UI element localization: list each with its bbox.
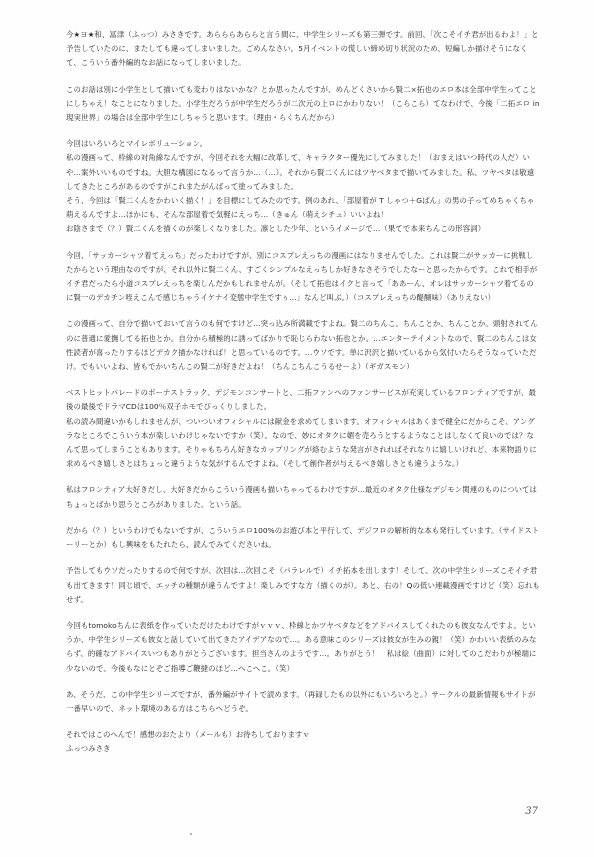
afterword-text-block <box>66 28 540 757</box>
paragraph-thanks: 今回もtomokoちんに表紙を作っていただけたわけですがｖｖｖ、枠線とかツヤベタなどをアドバイスしてくれたのも彼女なんですよ。というか、中学生シリーズも彼女と話していて出てきたアイデアなので…。ある意味このシリーズは彼女が生みの親！（笑）かわいい表紙のみならず、的確なアドバイスいつもありがとうございます。担当さんのようです…。ありがとう！ 私は絵（曲面）に対してのこだわりが極端に少ないので、今後もなにとぞご指導ご鞭撻のほど…へこへこ。（笑） <box>66 620 537 673</box>
paragraph-frontier-fanservice: ベストヒットパレードのボーナストラック、デジモンコンサートと、二拓ファンへのファンサービスが充実しているフロンティアですが、最後の最後でドラマCDは100％双子ホモでびっくりしました。 私の読み間違いかもしれませんが、ついついオフィシャルには献金を求めてしまいます。オフィシャルはあくまで健全にだからこそ、アングラなところでこういう本が楽しいわけじゃないですか（笑）。なので、妙にオタクに媚を売ろうとするようなことはしなくて良いのでは？なんて思ってしまうこともあります。そりゃもちろん好きなカップリングが絡むような発言がされればそれなりに嬉しいけれど、本来物語りに求めるべき嬉しさとはちょっと違うような気がするんですよね。（そして創作者が与えるべき嬉しさとも違うような。） <box>66 388 537 469</box>
paragraph-frontier-love: 私はフロンティア大好きだし、大好きだからこういう漫画も描いちゃってるわけですが…最近のオタク仕様なデジモン関連のものについてはちょっとばかり思うところがありました。という話。 <box>66 485 538 509</box>
paragraph-intro: 今★ヨ★和、冨津（ふっつ）みさきです。あらららあららと言う間に、中学生シリーズも第三弾です。前回、「次こそイチ君が出るわよ！」と予告していたのに、またしても違ってしまいました。ごめんなさい。5月イベントの慌しい締め切り状況のため、短編しか描けそうになくて、こういう番外編的なお話になってしまいました。 <box>66 30 539 68</box>
closing-line: それではこのへんで！感想のおたより（メールも）お待ちしておりますｖ <box>66 730 310 740</box>
paragraph-revolution: 今回はいろいろとマイレボリューション。 私の漫画って、枠線の対角線なんですが、今回それを大幅に改革して、キャラクター優先にしてみました！（おまえはいつ時代の人だ）いや…案外いいものですね。大胆な構図になるって言うか…（…）。それから賢二くんにはツヤベタまで描いてみました。私、ツヤベタは敬遠してきたところがあるのですがこれまたがんばって塗ってみました。 そう、今回は「賢二くんをかわいく描く！」を目標にしてみたのです。例のあれ、「部屋着が T しゃつ＋Gぱん」の男の子ってめちゃくちゃ萌えるんですよ…ほかにも、そんな部屋着で気軽にえっち…（きゅん（萌えシチュ）いいよね！ お陰さまで（？）賢二くんを描くのが楽しくなりました。凛とした少年、というイメージで…（果てで本来ちんこの形容詞） <box>66 139 535 234</box>
author-signature: ふっつみさき <box>66 744 111 754</box>
paragraph-next-preview: 予告してもウソだったりするので何ですが、次回は…次回こそ（パラレルで）イチ拓本を出します！そして、次の中学生シリーズこそイチ君も出てきます！同じ頃で、エッチの種類が違うんですよ！楽しみですな方（描くのが）。あと、右の！Qの低い連載漫画ですけど（笑）忘れもせず。 <box>66 566 540 604</box>
paragraph-tsukkomi: この漫画って、自分で描いておいて言うのも何ですけど…突っ込み所満載ですよね。賢二のちんこ。ちんことか、ちんことか。頭射されてんのに普通に愛撫してる拓也とか。自分から積極的に誘ってばかりで恥じらわない拓也とか。…エンターテイメントなので、賢二のちんこは女性読者が喜ったりするほどデカク描かなければ！と思っているのです。…ウソです。単に沢沢と描いているから気付いたらそうなっていただけ。でもいいよね、皆もでかいちんこの賢二が好きだよね！（ちんこちんこうるせーよ）（ギガスモン） <box>66 319 538 372</box>
scan-speck <box>190 833 192 835</box>
paragraph-setting: このお話は別に小学生として描いても変わりはないかな？とか思ったんですが、めんどくさいから賢二×拓也のエロ本は全部中学生ってことにしちゃえ！なことになりました。小学生だろうが中学生だろうが二次元の上ロにかわりない！（こらこら）てなわけで、今後「二拓エロ in 現実世界」の場合は全部中学生にしちゃうと思います。（理由・らくちんだから） <box>66 84 540 123</box>
paragraph-website: あ、そうだ、この中学生シリーズですが、番外編がサイトで読めます。（再録したもの以外にもいろいろと。）サークルの最新情報もサイトが一番早いので、ネット環境のある方はこちらへどうぞ。 <box>66 689 536 713</box>
page-number: 37 <box>525 806 538 817</box>
paragraph-other-books: だから（？）というわけでもないですが、こういうエロ100%のお遊び本と平行して、デジフロの解析的な本も発行しています。（サイドストーリーとか）もし興味をもたれたら、読んでみてくださいね。 <box>66 525 540 550</box>
paragraph-soccer-shirt: 今回、「サッカーシャツ着てえっち」だったわけですが、別にコスプレえっちの漫画にはなりませんでした。これは賢二がサッカーに挑戦したからという理由なのですが、それ以外に賢二くん、すごくシンプルなえっちしか好きなさそうでしたなーと思ったからです。これで相手がイチ君だったら小道コスプレえっちを楽しんだかもしれませんが。（そして拓也はイクと言って「ああーん、オレはサッカーシャツ着てるのに賢一のデカチン咥えこんで感じちゃうイケナイ変態中学生ですぅ…」なんど叫ぶ。）（コスプレえっちの醍醐味）（ありえない） <box>66 250 538 303</box>
